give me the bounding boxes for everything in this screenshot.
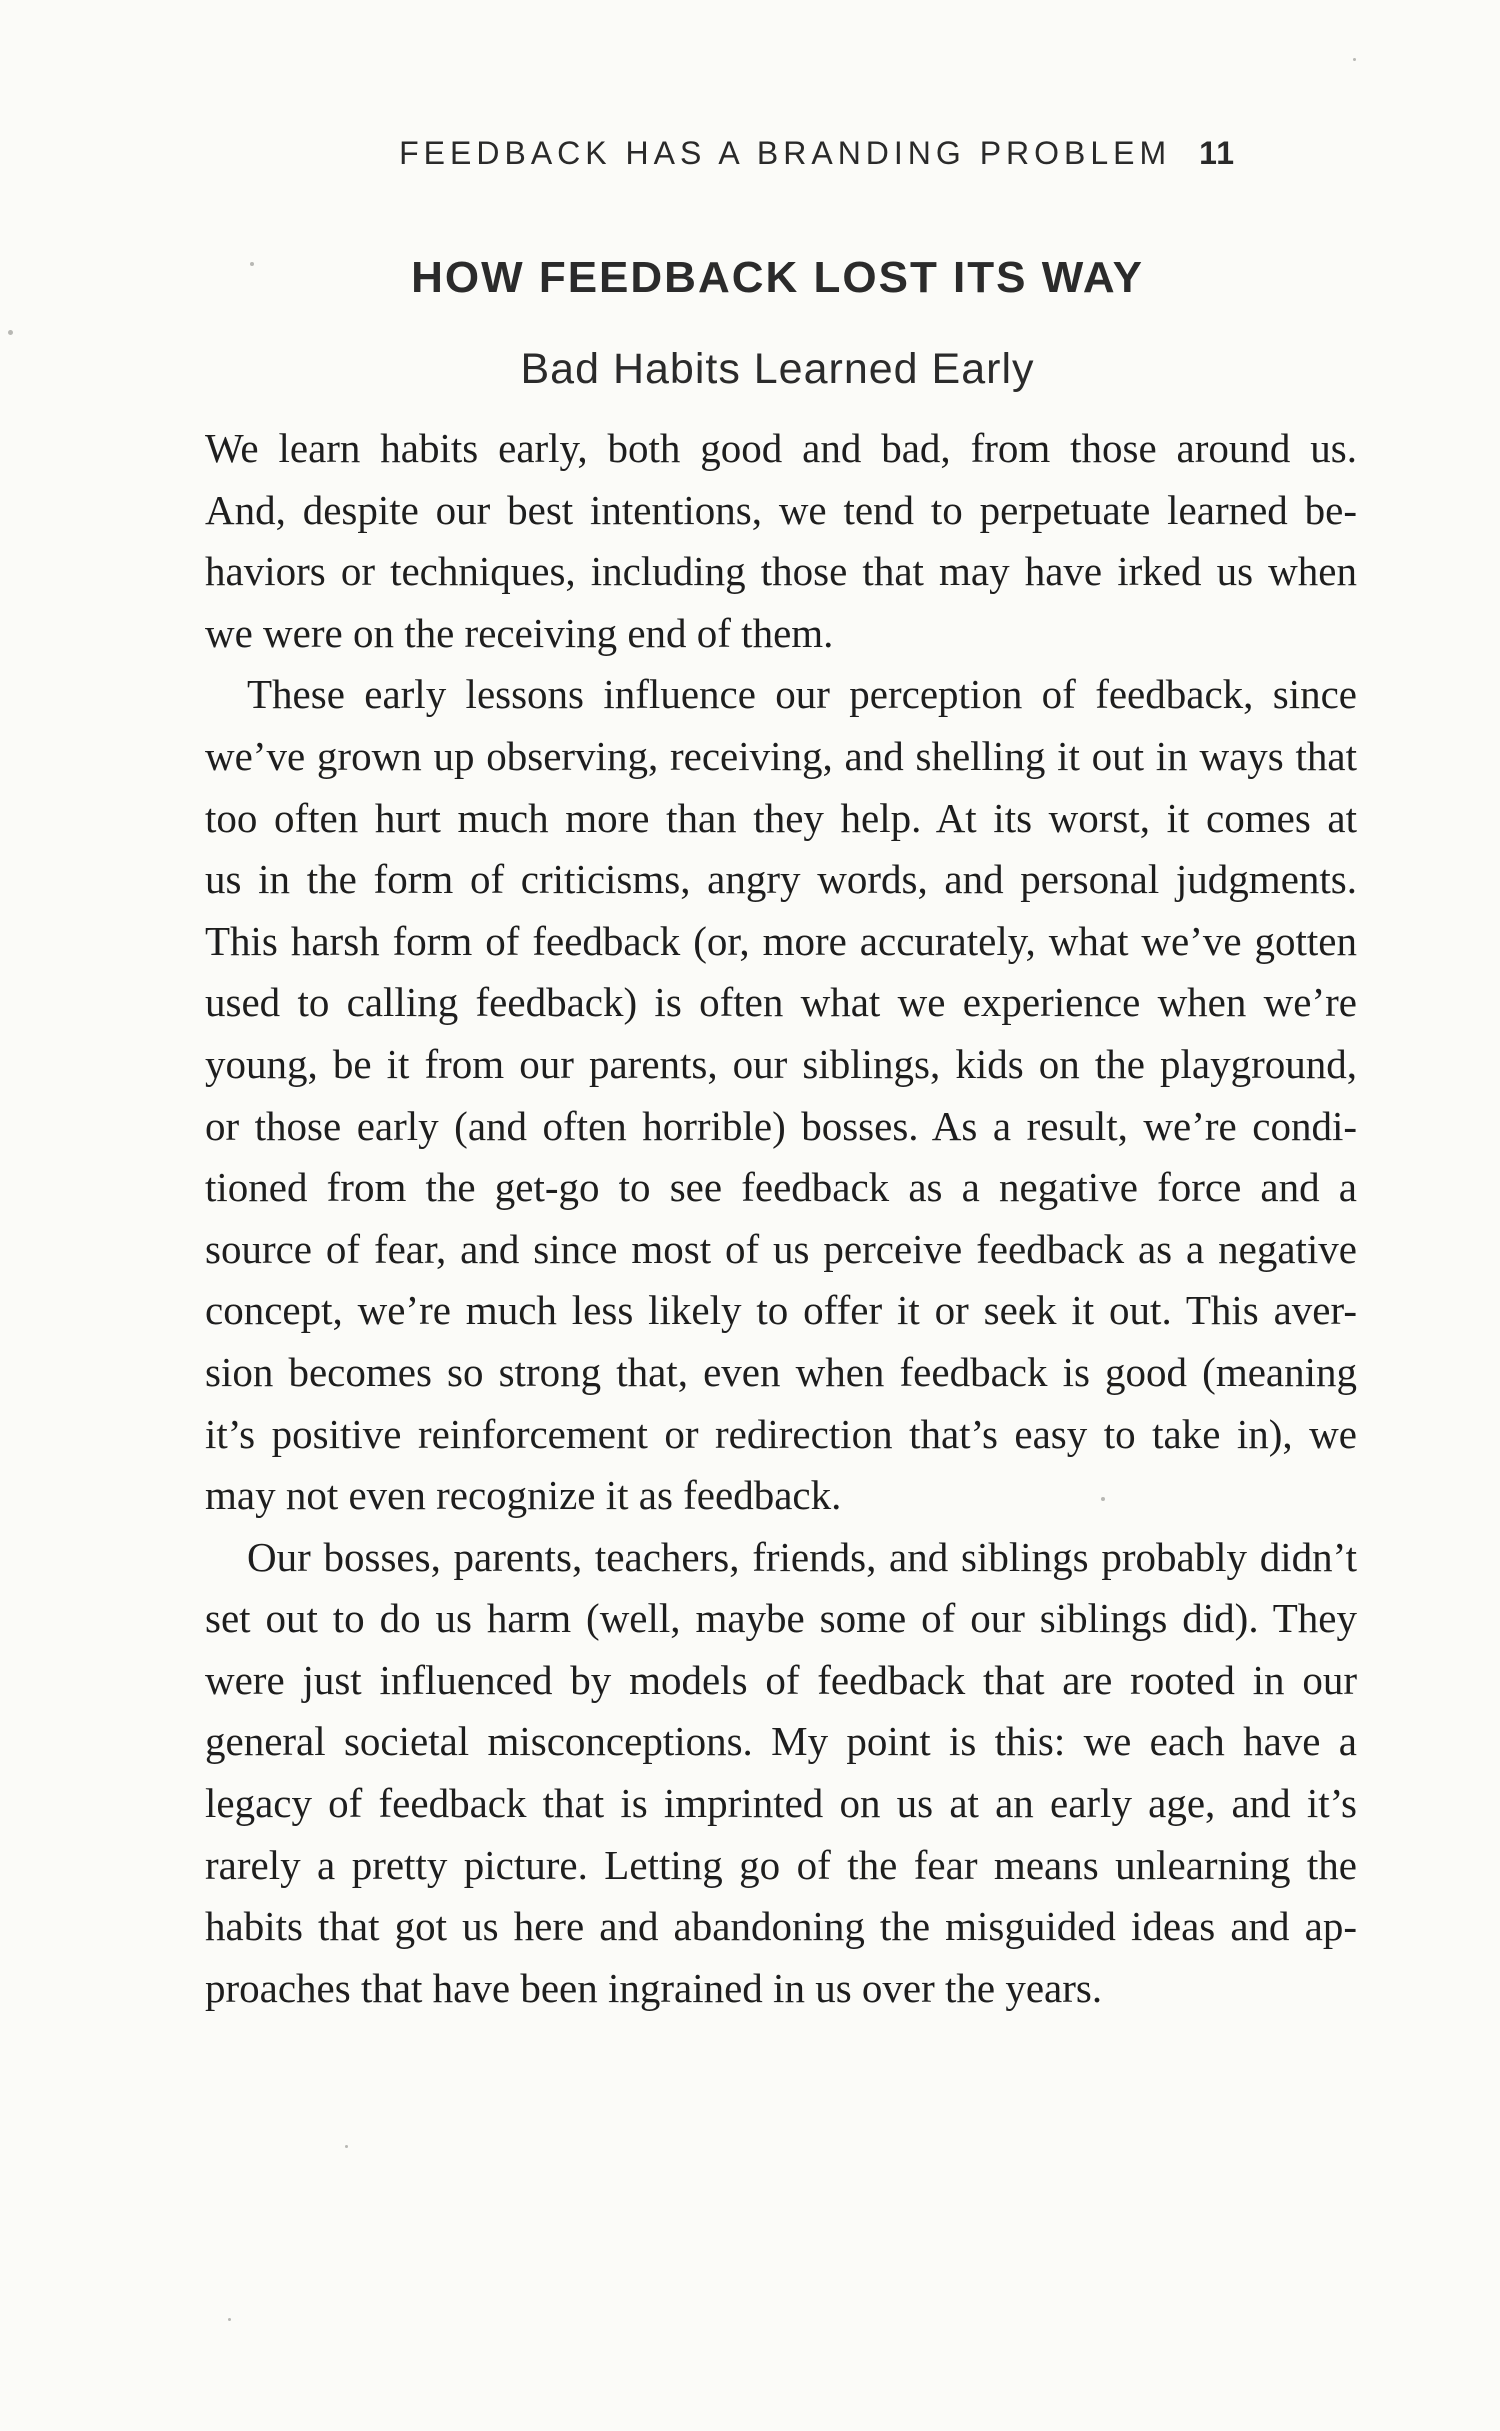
body-line: We learn habits early, both good and bad, from those around us. xyxy=(205,425,1357,471)
scan-speck xyxy=(345,2145,348,2148)
body-text xyxy=(205,418,1357,2019)
body-line: legacy of feedback that is imprinted on us at an early age, and it’s xyxy=(205,1780,1357,1827)
body-line: young, be it from our parents, our siblings, kids on the playground, xyxy=(205,1040,1357,1087)
scan-speck xyxy=(1353,58,1356,61)
body-line: proaches that have been ingrained in us over the years. xyxy=(205,1964,1103,2011)
body-line: too often hurt much more than they help. At its worst, it comes at xyxy=(205,794,1357,841)
body-line: concept, we’re much less likely to offer it or seek it out. This aver- xyxy=(205,1287,1357,1334)
body-line: were just influenced by models of feedback that are rooted in our xyxy=(205,1656,1357,1703)
scan-speck xyxy=(228,2318,231,2321)
body-line: Our bosses, parents, teachers, friends, and siblings probably didn’t xyxy=(247,1533,1357,1580)
body-line: it’s positive reinforcement or redirection that’s easy to take in), we xyxy=(205,1410,1357,1457)
body-line: And, despite our best intentions, we tend to perpetuate learned be- xyxy=(205,486,1357,533)
body-line: source of fear, and since most of us perceive feedback as a negative xyxy=(205,1225,1357,1272)
body-line: tioned from the get-go to see feedback as a negative force and a xyxy=(205,1164,1357,1211)
body-line: us in the form of criticisms, angry words, and personal judgments. xyxy=(205,856,1357,903)
scan-speck xyxy=(250,262,254,266)
running-head xyxy=(205,135,1235,172)
body-line: general societal misconceptions. My point is this: we each have a xyxy=(205,1718,1357,1765)
body-line: used to calling feedback) is often what we experience when we’re xyxy=(205,979,1357,1026)
body-line: set out to do us harm (well, maybe some of our siblings did). They xyxy=(205,1595,1357,1642)
scan-speck xyxy=(8,330,13,335)
body-line: or those early (and often horrible) bosses. As a result, we’re condi- xyxy=(205,1102,1357,1149)
section-heading: HOW FEEDBACK LOST ITS WAY xyxy=(411,253,1144,302)
body-line: sion becomes so strong that, even when feedback is good (meaning xyxy=(205,1348,1357,1395)
body-line: These early lessons influence our perception of feedback, since xyxy=(247,671,1357,718)
body-line: we were on the receiving end of them. xyxy=(205,609,834,656)
body-line: habits that got us here and abandoning the misguided ideas and ap- xyxy=(205,1903,1357,1950)
running-head-title: FEEDBACK HAS A BRANDING PROBLEM xyxy=(399,135,1172,171)
scan-speck xyxy=(1101,1497,1105,1501)
body-line: may not even recognize it as feedback. xyxy=(205,1472,842,1519)
body-line: haviors or techniques, including those that may have irked us when xyxy=(205,548,1357,595)
page-number: 11 xyxy=(1199,135,1235,171)
body-line: we’ve grown up observing, receiving, and shelling it out in ways that xyxy=(205,732,1357,779)
body-line: rarely a pretty picture. Letting go of the fear means unlearning the xyxy=(205,1841,1357,1888)
body-line: This harsh form of feedback (or, more accurately, what we’ve gotten xyxy=(205,917,1357,964)
sub-heading: Bad Habits Learned Early xyxy=(520,345,1035,393)
